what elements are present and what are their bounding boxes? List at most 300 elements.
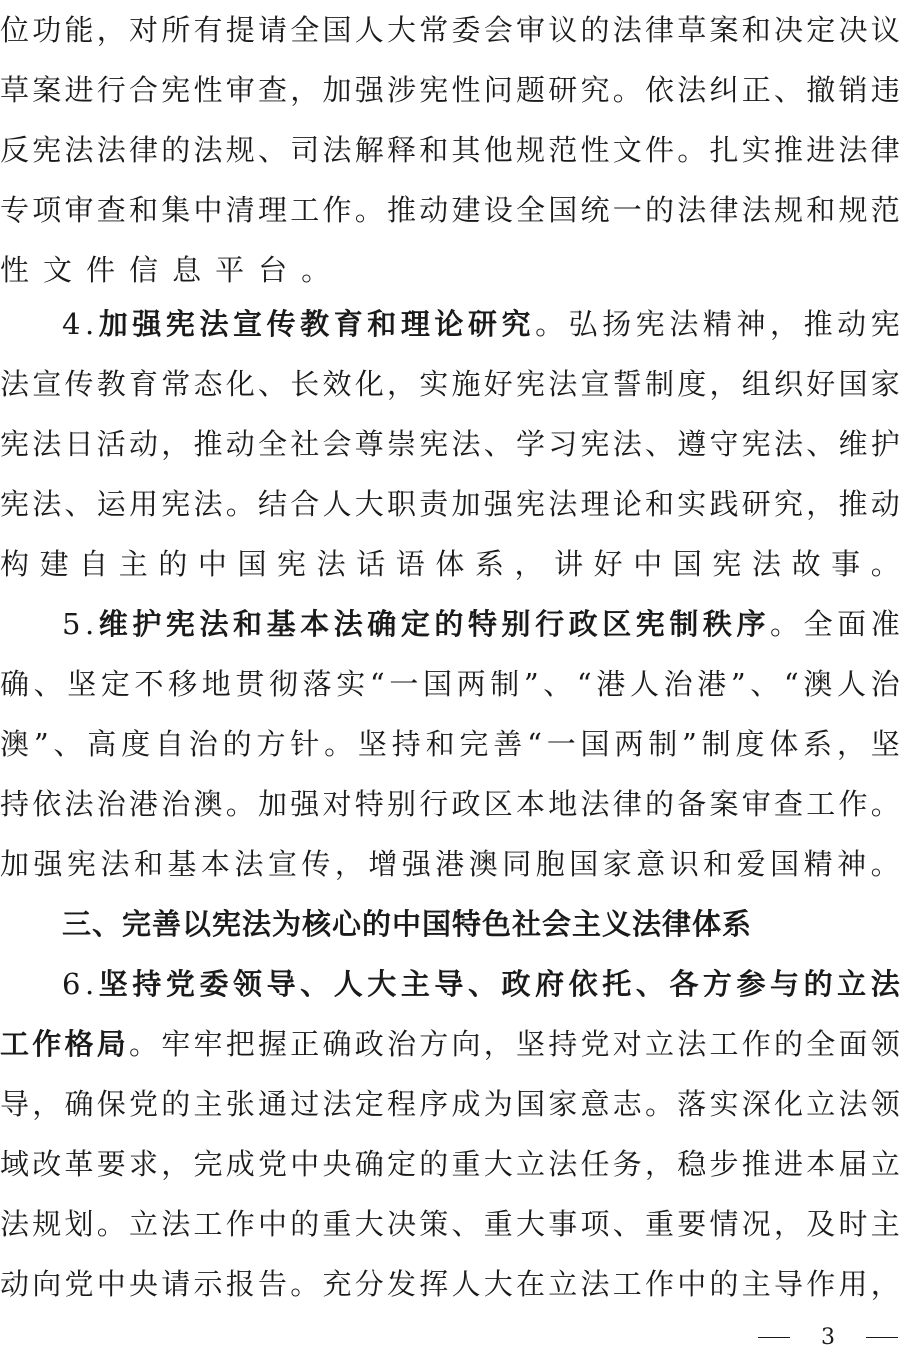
glyph: 两 — [456, 667, 486, 701]
glyph: 自 — [154, 727, 184, 761]
glyph: ” — [730, 667, 746, 701]
glyph: 制 — [648, 727, 678, 761]
glyph: 专 — [0, 193, 30, 227]
glyph: 法 — [193, 487, 223, 521]
glyph: 审 — [64, 193, 94, 227]
glyph: 定 — [387, 1147, 417, 1181]
glyph: 宪 — [277, 547, 307, 581]
glyph: 纠 — [709, 73, 739, 107]
glyph: 动 — [129, 427, 159, 461]
glyph: 学 — [516, 427, 546, 461]
glyph: 领 — [870, 1087, 900, 1121]
glyph: 件 — [86, 253, 116, 287]
glyph: 国 — [569, 847, 599, 881]
text-line — [0, 1074, 900, 1134]
glyph: 人 — [836, 667, 866, 701]
glyph: 好 — [483, 367, 513, 401]
glyph: 活 — [96, 427, 126, 461]
glyph: 法 — [0, 1207, 30, 1241]
glyph: 告 — [258, 1267, 288, 1301]
glyph: 加 — [0, 847, 30, 881]
glyph: 主 — [193, 1087, 223, 1121]
glyph: 港 — [435, 847, 465, 881]
glyph: 握 — [258, 1027, 288, 1061]
glyph: 的 — [709, 1267, 739, 1301]
glyph: 范 — [870, 193, 900, 227]
glyph: 。 — [225, 787, 255, 821]
glyph: 誓 — [612, 367, 642, 401]
glyph: 务 — [612, 1147, 642, 1181]
glyph: 国 — [580, 727, 610, 761]
glyph: 话 — [356, 547, 386, 581]
glyph: 案 — [709, 787, 739, 821]
glyph: 宪 — [161, 73, 191, 107]
glyph: 区 — [483, 787, 513, 821]
glyph: 解 — [354, 133, 384, 167]
glyph: 基 — [167, 847, 197, 881]
glyph: 立 — [548, 1267, 578, 1301]
glyph: ， — [483, 1027, 513, 1061]
glyph: 、 — [612, 1207, 642, 1241]
text-line — [0, 834, 900, 894]
glyph: 传 — [64, 367, 94, 401]
glyph: 决 — [838, 13, 868, 47]
glyph: 。 — [870, 847, 900, 881]
glyph: 全 — [290, 13, 320, 47]
glyph: 的 — [161, 133, 191, 167]
glyph: 对 — [129, 13, 159, 47]
glyph: 动 — [0, 1267, 30, 1301]
glyph: 实 — [741, 133, 771, 167]
glyph: 立 — [870, 1147, 900, 1181]
glyph: 意 — [580, 1087, 610, 1121]
glyph: 语 — [395, 547, 425, 581]
glyph: 对 — [612, 1027, 642, 1061]
glyph: 推 — [803, 307, 833, 341]
glyph: 成 — [451, 1087, 481, 1121]
glyph: 国 — [422, 667, 452, 701]
glyph: 项 — [580, 1207, 610, 1241]
glyph: 宪 — [0, 427, 30, 461]
glyph: 合 — [290, 487, 320, 521]
glyph: 准 — [870, 607, 900, 641]
glyph: 全 — [516, 193, 546, 227]
glyph: 基 — [266, 607, 296, 641]
glyph: 地 — [548, 787, 578, 821]
glyph: 践 — [709, 487, 739, 521]
glyph: 保 — [96, 1087, 126, 1121]
glyph: 规 — [32, 1207, 62, 1241]
glyph: 体 — [769, 727, 799, 761]
glyph: 定 — [354, 1087, 384, 1121]
glyph: 案 — [32, 73, 62, 107]
glyph: 行 — [419, 787, 449, 821]
glyph: 主 — [741, 1267, 771, 1301]
glyph: 和 — [741, 13, 771, 47]
glyph: 局 — [96, 1027, 126, 1061]
glyph: 所 — [161, 13, 191, 47]
text-line — [0, 120, 900, 180]
glyph: 秩 — [702, 607, 732, 641]
footer-dash-left — [758, 1337, 790, 1338]
glyph: 方 — [256, 727, 286, 761]
glyph: 法 — [161, 1207, 191, 1241]
glyph: 崇 — [387, 427, 417, 461]
page-number: 3 — [821, 1324, 835, 1350]
glyph: 。 — [870, 547, 900, 581]
glyph: 议 — [870, 13, 900, 47]
glyph: 法 — [677, 1027, 707, 1061]
glyph: 府 — [535, 967, 565, 1001]
glyph: 作 — [322, 193, 352, 227]
glyph: 法 — [838, 133, 868, 167]
glyph: 港 — [596, 667, 626, 701]
glyph: 用 — [838, 1267, 868, 1301]
glyph: 充 — [322, 1267, 352, 1301]
glyph: 扬 — [602, 307, 632, 341]
glyph: 法 — [580, 787, 610, 821]
glyph: 宣 — [32, 367, 62, 401]
glyph: 6 — [62, 967, 81, 1001]
glyph: 主 — [870, 1207, 900, 1241]
glyph: ， — [96, 13, 126, 47]
glyph: 和 — [703, 847, 733, 881]
glyph: 本 — [200, 847, 230, 881]
glyph: 制 — [669, 607, 699, 641]
glyph: 守 — [709, 427, 739, 461]
glyph: 重 — [322, 1207, 352, 1241]
glyph: 步 — [709, 1147, 739, 1181]
glyph: 范 — [548, 133, 578, 167]
glyph: 导 — [266, 967, 296, 1001]
glyph: 的 — [645, 787, 675, 821]
glyph: 其 — [451, 133, 481, 167]
glyph: 备 — [677, 787, 707, 821]
glyph: 澳 — [193, 787, 223, 821]
glyph: 重 — [645, 1207, 675, 1241]
glyph: 政 — [501, 967, 531, 1001]
glyph: 规 — [225, 133, 255, 167]
glyph: 推 — [741, 1147, 771, 1181]
glyph: 党 — [258, 1147, 288, 1181]
glyph: 宪 — [516, 367, 546, 401]
glyph: 宪 — [419, 427, 449, 461]
glyph: 法 — [548, 487, 578, 521]
glyph: 宪 — [635, 607, 665, 641]
glyph: 作 — [741, 1027, 771, 1061]
glyph: 主 — [400, 967, 430, 1001]
glyph: 序 — [736, 607, 766, 641]
glyph: 同 — [502, 847, 532, 881]
glyph: 任 — [580, 1147, 610, 1181]
glyph: 确 — [354, 1147, 384, 1181]
glyph: 正 — [741, 73, 771, 107]
glyph: 织 — [774, 367, 804, 401]
glyph: 大 — [354, 1207, 384, 1241]
glyph: 政 — [568, 607, 598, 641]
glyph: 一 — [546, 727, 576, 761]
glyph: 法 — [677, 193, 707, 227]
glyph: 人 — [451, 1267, 481, 1301]
glyph: 撤 — [806, 73, 836, 107]
glyph: 请 — [258, 13, 288, 47]
text-line — [0, 954, 900, 1014]
glyph: 善 — [493, 727, 523, 761]
glyph: 家 — [548, 1087, 578, 1121]
glyph: 彻 — [269, 667, 299, 701]
glyph: 要 — [677, 1207, 707, 1241]
glyph: 划 — [64, 1207, 94, 1241]
glyph: 讲 — [554, 547, 584, 581]
glyph: 中 — [677, 1267, 707, 1301]
glyph: 涉 — [387, 73, 417, 107]
glyph: 、 — [300, 967, 330, 1001]
glyph: 清 — [225, 193, 255, 227]
glyph: 动 — [225, 427, 255, 461]
glyph: 胞 — [535, 847, 565, 881]
glyph: 习 — [548, 427, 578, 461]
glyph: 宪 — [870, 307, 900, 341]
text-line — [0, 654, 900, 714]
glyph: 中 — [96, 1267, 126, 1301]
glyph: 向 — [451, 1027, 481, 1061]
footer-dash-right — [866, 1337, 898, 1338]
glyph: “ — [783, 667, 799, 701]
glyph: 重 — [451, 1147, 481, 1181]
glyph: 完 — [193, 1147, 223, 1181]
glyph: 正 — [290, 1027, 320, 1061]
glyph: 传 — [301, 847, 331, 881]
glyph: 法 — [96, 133, 126, 167]
glyph: 化 — [774, 1087, 804, 1121]
glyph: 集 — [161, 193, 191, 227]
glyph: 宪 — [580, 427, 610, 461]
glyph: 宪 — [161, 487, 191, 521]
glyph: 究 — [580, 73, 610, 107]
glyph: 法 — [32, 427, 62, 461]
glyph: 确 — [322, 1027, 352, 1061]
glyph: 律 — [612, 787, 642, 821]
glyph: 把 — [225, 1027, 255, 1061]
glyph: 立 — [516, 1147, 546, 1181]
glyph: 化 — [354, 367, 384, 401]
glyph: 行 — [96, 73, 126, 107]
glyph: 系 — [474, 547, 504, 581]
glyph: 销 — [838, 73, 868, 107]
glyph: 。 — [354, 193, 384, 227]
glyph: 特 — [467, 607, 497, 641]
glyph: 澳 — [468, 847, 498, 881]
glyph: 文 — [612, 133, 642, 167]
glyph: 坚 — [98, 967, 128, 1001]
glyph: 国 — [516, 1087, 546, 1121]
glyph: 。 — [290, 1267, 320, 1301]
glyph: 在 — [516, 1267, 546, 1301]
glyph: 一 — [389, 667, 419, 701]
glyph: 法 — [612, 13, 642, 47]
glyph: 志 — [612, 1087, 642, 1121]
glyph: 大 — [387, 13, 417, 47]
glyph: 决 — [387, 1207, 417, 1241]
glyph: 系 — [803, 727, 833, 761]
glyph: 神 — [837, 847, 867, 881]
glyph: 。 — [535, 307, 565, 341]
glyph: 大 — [367, 967, 397, 1001]
glyph: 强 — [483, 487, 513, 521]
glyph: 案 — [709, 13, 739, 47]
glyph: 定 — [806, 13, 836, 47]
glyph: 遵 — [677, 427, 707, 461]
glyph: 的 — [158, 547, 188, 581]
glyph: ” — [523, 667, 539, 701]
glyph: 和 — [129, 193, 159, 227]
glyph: 。 — [301, 253, 331, 287]
glyph: 事 — [831, 547, 861, 581]
glyph: 和 — [806, 193, 836, 227]
glyph: ， — [514, 547, 544, 581]
glyph: 地 — [201, 667, 231, 701]
glyph: 的 — [419, 1147, 449, 1181]
glyph: 宪 — [741, 427, 771, 461]
glyph: 化 — [225, 367, 255, 401]
glyph: 发 — [387, 1267, 417, 1301]
glyph: 央 — [129, 1267, 159, 1301]
glyph: 弘 — [568, 307, 598, 341]
glyph: 宪 — [66, 847, 96, 881]
glyph: 审 — [225, 73, 255, 107]
glyph: 释 — [387, 133, 417, 167]
glyph: 参 — [736, 967, 766, 1001]
glyph: 大 — [483, 1267, 513, 1301]
glyph: 运 — [96, 487, 126, 521]
text-line — [0, 240, 900, 300]
glyph: 施 — [451, 367, 481, 401]
glyph: 为 — [483, 1087, 513, 1121]
glyph: 精 — [803, 847, 833, 881]
glyph: 坚 — [870, 727, 900, 761]
glyph: . — [85, 967, 95, 1001]
glyph: 护 — [132, 607, 162, 641]
glyph: 加 — [98, 307, 128, 341]
glyph: 常 — [419, 13, 449, 47]
glyph: 请 — [161, 1267, 191, 1301]
glyph: 宪 — [165, 607, 195, 641]
glyph: 宣 — [233, 307, 263, 341]
glyph: 审 — [516, 13, 546, 47]
glyph: 理 — [400, 307, 430, 341]
glyph: 国 — [672, 547, 702, 581]
text-line — [0, 714, 900, 774]
glyph: 律 — [870, 133, 900, 167]
glyph: ， — [774, 1207, 804, 1241]
glyph: “ — [527, 727, 542, 761]
glyph: 建 — [39, 547, 69, 581]
glyph: 能 — [64, 13, 94, 47]
glyph: 有 — [193, 13, 223, 47]
glyph: 格 — [64, 1027, 94, 1061]
glyph: 审 — [741, 787, 771, 821]
glyph: 、 — [33, 667, 63, 701]
glyph: 法 — [0, 367, 30, 401]
glyph: 党 — [129, 1087, 159, 1121]
glyph: 针 — [290, 727, 320, 761]
glyph: 实 — [677, 487, 707, 521]
glyph: 律 — [645, 13, 675, 47]
glyph: 法 — [677, 73, 707, 107]
glyph: 制 — [645, 367, 675, 401]
glyph: 理 — [580, 487, 610, 521]
glyph: 台 — [258, 253, 288, 287]
glyph: ， — [161, 1147, 191, 1181]
glyph: ” — [682, 727, 697, 761]
glyph: 论 — [612, 487, 642, 521]
glyph: 维 — [838, 427, 868, 461]
glyph: 立 — [837, 967, 867, 1001]
glyph: 家 — [602, 847, 632, 881]
glyph: ， — [161, 427, 191, 461]
glyph: 育 — [129, 367, 159, 401]
glyph: 题 — [516, 73, 546, 107]
glyph: 制 — [701, 727, 731, 761]
glyph: 方 — [702, 967, 732, 1001]
glyph: 5 — [62, 607, 81, 641]
glyph: 实 — [336, 667, 366, 701]
glyph: ， — [32, 1087, 62, 1121]
glyph: 国 — [322, 13, 352, 47]
glyph: 实 — [419, 367, 449, 401]
glyph: ， — [806, 487, 836, 521]
glyph: . — [85, 607, 95, 641]
glyph: 的 — [580, 13, 610, 47]
glyph: 进 — [806, 133, 836, 167]
glyph: 教 — [300, 307, 330, 341]
glyph: 的 — [434, 607, 464, 641]
glyph: 动 — [419, 193, 449, 227]
glyph: 日 — [64, 427, 94, 461]
glyph: 识 — [669, 847, 699, 881]
glyph: 强 — [290, 787, 320, 821]
glyph: 、 — [635, 967, 665, 1001]
glyph: 项 — [32, 193, 62, 227]
glyph: 强 — [132, 307, 162, 341]
glyph: 故 — [791, 547, 821, 581]
glyph: 持 — [391, 727, 421, 761]
glyph: 全 — [258, 427, 288, 461]
glyph: 牢 — [161, 1027, 191, 1061]
glyph: 、 — [258, 133, 288, 167]
glyph: 传 — [266, 307, 296, 341]
glyph: 政 — [451, 787, 481, 821]
glyph: 问 — [483, 73, 513, 107]
glyph: 领 — [233, 967, 263, 1001]
glyph: 息 — [172, 253, 202, 287]
glyph: 加 — [451, 487, 481, 521]
glyph: “ — [576, 667, 592, 701]
glyph: 法 — [548, 367, 578, 401]
glyph: 本 — [300, 607, 330, 641]
glyph: 方 — [419, 1027, 449, 1061]
glyph: 治 — [870, 667, 900, 701]
glyph: 神 — [736, 307, 766, 341]
glyph: 理 — [258, 193, 288, 227]
glyph: 法 — [100, 847, 130, 881]
glyph: 作 — [645, 1267, 675, 1301]
glyph: 大 — [483, 1147, 513, 1181]
glyph: 领 — [870, 1027, 900, 1061]
text-line — [0, 60, 900, 120]
glyph: 托 — [602, 967, 632, 1001]
glyph: 别 — [501, 607, 531, 641]
